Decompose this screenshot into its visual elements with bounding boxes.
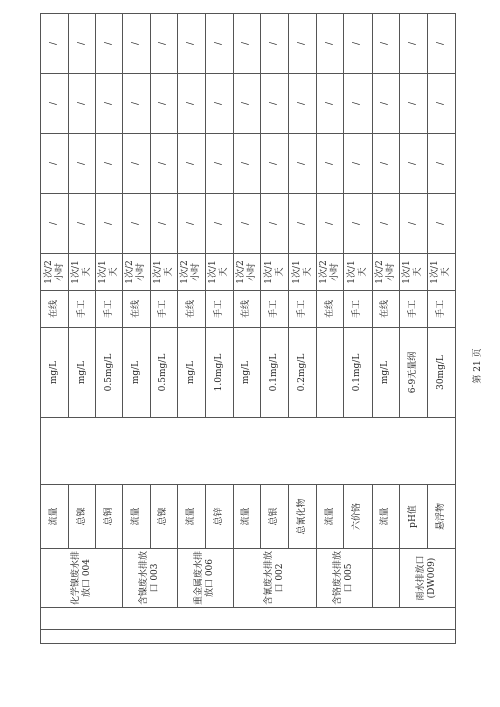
value-cell: / — [41, 14, 69, 74]
limit-cell: 0.5mg/L — [150, 328, 177, 418]
value-cell: / — [205, 14, 233, 74]
value-cell: / — [69, 194, 96, 254]
value-cell: / — [41, 74, 69, 134]
value-cell: / — [427, 134, 455, 194]
value-cell: / — [427, 74, 455, 134]
method-cell: 手工 — [289, 291, 317, 328]
limit-cell: 0.1mg/L — [261, 328, 289, 418]
freq-cell: 1次/1天 — [96, 254, 123, 291]
value-cell: / — [344, 194, 372, 254]
outlet-cell: 含氰废水排放口 002 — [233, 549, 316, 608]
value-cell: / — [150, 134, 177, 194]
method-cell: 在线 — [41, 291, 69, 328]
value-cell: / — [123, 14, 150, 74]
freq-cell: 1次/1天 — [261, 254, 289, 291]
value-cell: / — [69, 74, 96, 134]
value-cell: / — [233, 134, 260, 194]
limit-cell: mg/L — [177, 328, 205, 418]
value-cell: / — [177, 194, 205, 254]
limit-cell: mg/L — [233, 328, 260, 418]
value-cell: / — [96, 134, 123, 194]
method-cell: 手工 — [69, 291, 96, 328]
value-cell: / — [399, 194, 427, 254]
table-row — [177, 14, 205, 644]
freq-cell: 1次/1天 — [69, 254, 96, 291]
limit-cell: 0.2mg/L — [289, 328, 317, 418]
method-cell: 手工 — [96, 291, 123, 328]
freq-cell: 1次/1天 — [205, 254, 233, 291]
value-cell: / — [177, 134, 205, 194]
method-cell: 手工 — [150, 291, 177, 328]
value-cell: / — [289, 134, 317, 194]
value-cell: / — [233, 74, 260, 134]
limit-cell: mg/L — [69, 328, 96, 418]
limit-cell: 6-9无量纲 — [399, 328, 427, 418]
outlet-cell: 雨水排放口 (DW009) — [399, 549, 455, 608]
item-cell: 总铜 — [96, 485, 123, 549]
freq-cell: 1次/2小时 — [372, 254, 399, 291]
method-cell: 在线 — [177, 291, 205, 328]
freq-cell: 1次/1天 — [150, 254, 177, 291]
table-row — [317, 14, 344, 644]
item-cell: 流量 — [41, 485, 69, 549]
value-cell: / — [150, 194, 177, 254]
value-cell: / — [289, 14, 317, 74]
outlet-cell: 含铬废水排放口 005 — [317, 549, 372, 608]
value-cell: / — [41, 194, 69, 254]
table-row — [372, 14, 399, 644]
value-cell: / — [317, 194, 344, 254]
value-cell: / — [96, 194, 123, 254]
blank-column-a — [41, 630, 456, 644]
method-cell: 手工 — [427, 291, 455, 328]
value-cell: / — [69, 14, 96, 74]
freq-cell: 1次/2小时 — [123, 254, 150, 291]
value-cell: / — [289, 74, 317, 134]
limit-cell: 30mg/L — [427, 328, 455, 418]
item-cell: 总镍 — [69, 485, 96, 549]
freq-cell: 1次/1天 — [289, 254, 317, 291]
table-row — [233, 14, 260, 644]
limit-cell: 1.0mg/L — [205, 328, 233, 418]
monitoring-table — [40, 13, 456, 644]
value-cell: / — [372, 194, 399, 254]
value-cell: / — [261, 14, 289, 74]
blank-column-b — [41, 608, 456, 630]
value-cell: / — [399, 74, 427, 134]
value-cell: / — [205, 134, 233, 194]
limit-cell: mg/L — [41, 328, 69, 418]
blank-column-c — [41, 418, 456, 485]
method-cell: 在线 — [233, 291, 260, 328]
value-cell: / — [427, 14, 455, 74]
freq-cell: 1次/2小时 — [233, 254, 260, 291]
item-cell: pH值 — [399, 485, 427, 549]
item-cell: 总锌 — [205, 485, 233, 549]
value-cell: / — [261, 194, 289, 254]
item-cell: 流量 — [317, 485, 344, 549]
freq-cell: 1次/1天 — [399, 254, 427, 291]
value-cell: / — [205, 74, 233, 134]
outlet-cell: 重金属废水排放口 006 — [177, 549, 233, 608]
item-cell: 流量 — [177, 485, 205, 549]
value-cell: / — [123, 134, 150, 194]
freq-cell: 1次/1天 — [344, 254, 372, 291]
item-cell: 流量 — [233, 485, 260, 549]
value-cell: / — [344, 134, 372, 194]
value-cell: / — [123, 74, 150, 134]
limit-cell: 0.1mg/L — [344, 328, 372, 418]
value-cell: / — [205, 194, 233, 254]
item-cell: 悬浮物 — [427, 485, 455, 549]
value-cell: / — [96, 14, 123, 74]
value-cell: / — [399, 14, 427, 74]
item-cell: 六价铬 — [344, 485, 372, 549]
item-cell: 总氰化物 — [289, 485, 317, 549]
value-cell: / — [150, 14, 177, 74]
method-cell: 在线 — [372, 291, 399, 328]
value-cell: / — [261, 134, 289, 194]
value-cell: / — [317, 14, 344, 74]
method-cell: 在线 — [123, 291, 150, 328]
value-cell: / — [123, 194, 150, 254]
item-cell: 流量 — [123, 485, 150, 549]
freq-cell: 1次/1天 — [427, 254, 455, 291]
method-cell: 在线 — [317, 291, 344, 328]
limit-cell: mg/L — [123, 328, 150, 418]
value-cell: / — [150, 74, 177, 134]
method-cell: 手工 — [399, 291, 427, 328]
value-cell: / — [317, 134, 344, 194]
value-cell: / — [96, 74, 123, 134]
value-cell: / — [41, 134, 69, 194]
value-cell: / — [261, 74, 289, 134]
value-cell: / — [372, 74, 399, 134]
freq-cell: 1次/2小时 — [317, 254, 344, 291]
freq-cell: 1次/2小时 — [177, 254, 205, 291]
table-row — [41, 14, 69, 644]
value-cell: / — [317, 74, 344, 134]
outlet-cell — [372, 549, 399, 608]
value-cell: / — [69, 134, 96, 194]
table-row — [399, 14, 427, 644]
item-cell: 总镍 — [150, 485, 177, 549]
method-cell: 手工 — [344, 291, 372, 328]
value-cell: / — [233, 14, 260, 74]
table-row — [123, 14, 150, 644]
value-cell: / — [233, 194, 260, 254]
method-cell: 手工 — [261, 291, 289, 328]
item-cell: 总银 — [261, 485, 289, 549]
value-cell: / — [177, 74, 205, 134]
rotated-table-container — [40, 14, 456, 644]
outlet-cell: 化学镍废水排放口 004 — [41, 549, 123, 608]
value-cell: / — [344, 14, 372, 74]
value-cell: / — [177, 14, 205, 74]
item-cell: 流量 — [372, 485, 399, 549]
value-cell: / — [399, 134, 427, 194]
limit-cell: mg/L — [372, 328, 399, 418]
freq-cell: 1次/2小时 — [41, 254, 69, 291]
value-cell: / — [427, 194, 455, 254]
limit-cell: 0.5mg/L — [96, 328, 123, 418]
method-cell: 手工 — [205, 291, 233, 328]
page-number: 第 21 页 — [473, 348, 483, 384]
value-cell: / — [344, 74, 372, 134]
value-cell: / — [372, 14, 399, 74]
limit-cell — [317, 328, 344, 418]
value-cell: / — [289, 194, 317, 254]
value-cell: / — [372, 134, 399, 194]
outlet-cell: 含镍废水排放口 003 — [123, 549, 177, 608]
